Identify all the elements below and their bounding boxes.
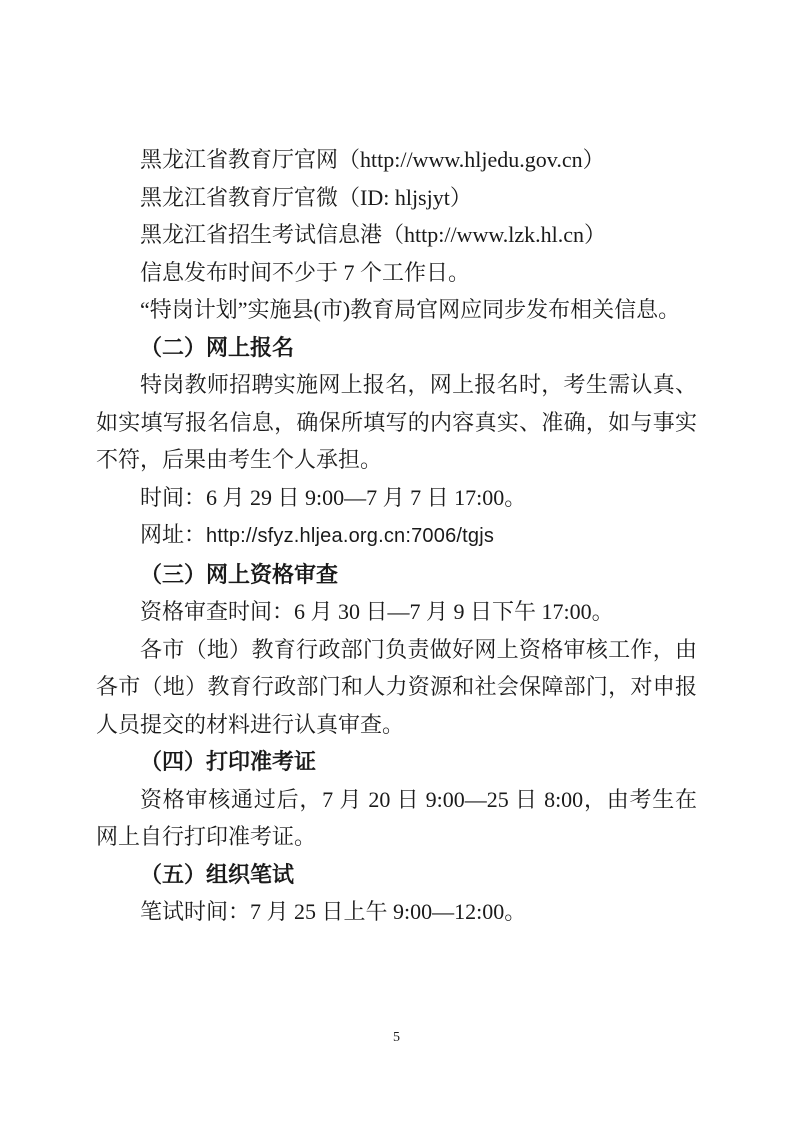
body-line: 时间：6 月 29 日 9:00—7 月 7 日 17:00。: [140, 484, 527, 510]
registration-url: http://sfyz.hljea.org.cn:7006/tgjs: [206, 525, 495, 547]
body-paragraph: “特岗计划”实施县(市)教育局官网应同步发布相关信息。: [140, 297, 681, 322]
body-line: 黑龙江省招生考试信息港（http://www.lzk.hl.cn）: [140, 222, 607, 247]
body-paragraph: 资格审核通过后，7 月 20 日 9:00—25 日 8:00，由考生在网上自行打印准考证。: [96, 786, 697, 849]
body-line: 笔试时间：7 月 25 日上午 9:00—12:00。: [140, 899, 527, 924]
body-line: 黑龙江省教育厅官网（http://www.hljedu.gov.cn）: [140, 147, 605, 172]
url-label: 网址：: [140, 522, 207, 547]
body-line: 信息发布时间不少于 7 个工作日。: [140, 259, 471, 285]
body-paragraph: 特岗教师招聘实施网上报名，网上报名时，考生需认真、如实填写报名信息，确保所填写的内容真实、准确，如与事实不符，后果由考生个人承担。: [96, 372, 697, 472]
url-line: [96, 516, 697, 556]
document-body: [96, 141, 697, 931]
section-heading: （四）打印准考证: [140, 749, 317, 774]
body-line: 黑龙江省教育厅官微（ID: hljsjyt）: [140, 184, 472, 210]
body-paragraph: 各市（地）教育行政部门负责做好网上资格审核工作，由各市（地）教育行政部门和人力资源和社会保障部门，对申报人员提交的材料进行认真审查。: [96, 636, 697, 737]
page-footer: [0, 1030, 793, 1046]
page-number: 5: [393, 1030, 400, 1045]
section-heading: （三）网上资格审查: [140, 561, 339, 587]
section-heading: （二）网上报名: [140, 334, 295, 360]
body-line: 资格审查时间：6 月 30 日—7 月 9 日下午 17:00。: [140, 599, 614, 624]
section-heading: （五）组织笔试: [140, 861, 295, 887]
